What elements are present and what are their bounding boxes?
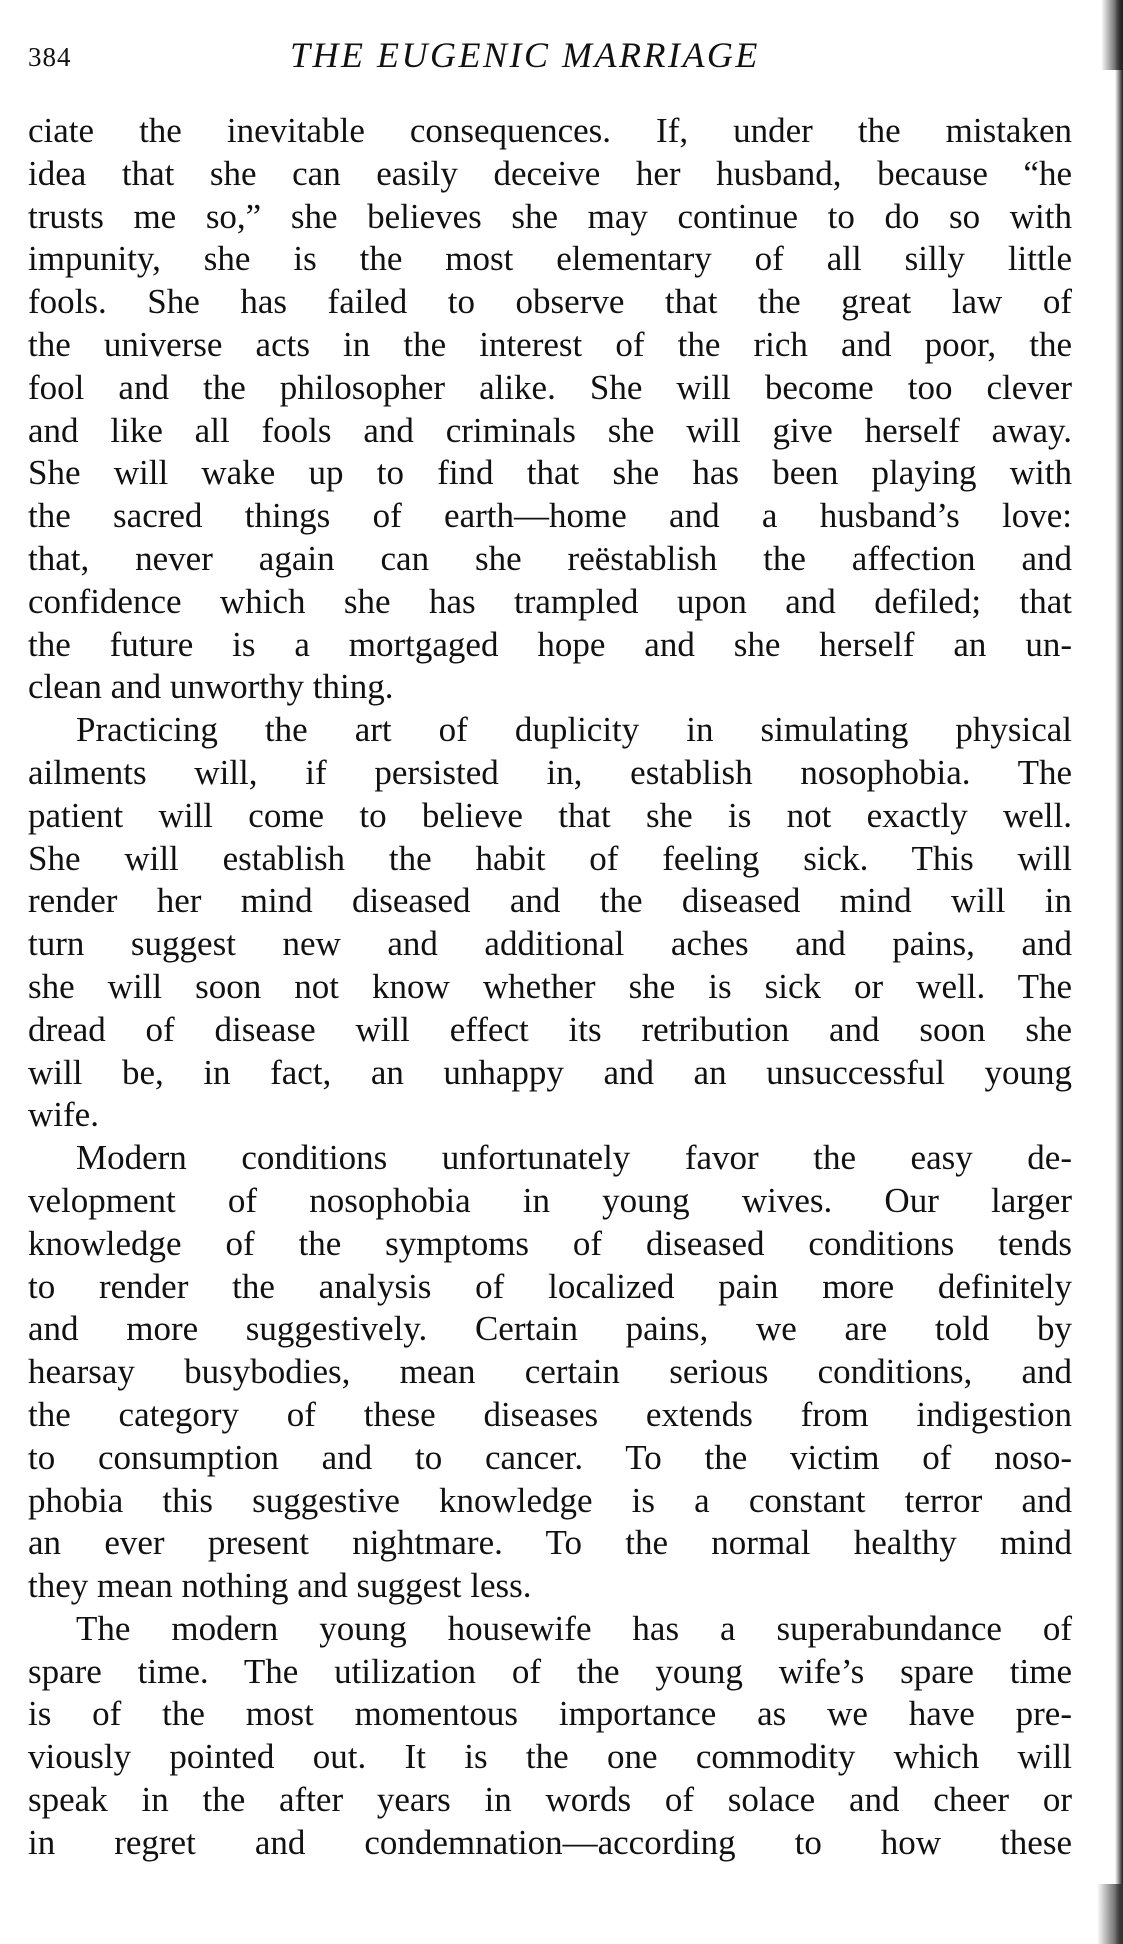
text-line: She will wake up to find that she has been playing with	[28, 453, 1072, 493]
text-line: idea that she can easily deceive her husband, because “he	[28, 153, 1072, 193]
text-line: render her mind diseased and the diseased mind will in	[28, 881, 1072, 921]
text-line: and like all fools and criminals she will give herself away.	[28, 410, 1072, 450]
text-line: velopment of nosophobia in young wives. Our larger	[28, 1180, 1072, 1220]
text-line: phobia this suggestive knowledge is a constant terror and	[28, 1480, 1072, 1520]
page-number: 384	[28, 42, 72, 72]
paragraph-first-line: Modern conditions unfortunately favor the easy de-	[76, 1138, 1072, 1178]
paragraph-last-line: wife.	[28, 1095, 99, 1135]
text-line: will be, in fact, an unhappy and an unsuccessful young	[28, 1052, 1072, 1092]
binding-shadow-top	[1101, 0, 1123, 70]
text-line: in regret and condemnation—according to how these	[28, 1822, 1072, 1862]
text-line: to render the analysis of localized pain more definitely	[28, 1266, 1072, 1306]
text-line: dread of disease will effect its retribution and soon she	[28, 1009, 1072, 1049]
text-line: the future is a mortgaged hope and she herself an un-	[28, 624, 1072, 664]
running-title: THE EUGENIC MARRIAGE	[290, 35, 760, 75]
text-line: that, never again can she reëstablish the affection and	[28, 538, 1072, 578]
paragraph-last-line: clean and unworthy thing.	[28, 667, 394, 707]
body-text	[28, 110, 1072, 1865]
text-line: fool and the philosopher alike. She will become too clever	[28, 367, 1072, 407]
text-line: ailments will, if persisted in, establish nosophobia. The	[28, 752, 1072, 792]
text-line: impunity, she is the most elementary of all silly little	[28, 239, 1072, 279]
paragraph-last-line: they mean nothing and suggest less.	[28, 1566, 532, 1606]
text-line: knowledge of the symptoms of diseased conditions tends	[28, 1223, 1072, 1263]
text-line: to consumption and to cancer. To the victim of noso-	[28, 1437, 1072, 1477]
paragraph-first-line: Practicing the art of duplicity in simulating physical	[76, 710, 1072, 750]
text-line: an ever present nightmare. To the normal healthy mind	[28, 1523, 1072, 1563]
paragraph-first-line: The modern young housewife has a superabundance of	[76, 1608, 1072, 1648]
text-line: she will soon not know whether she is sick or well. The	[28, 966, 1072, 1006]
text-line: ciate the inevitable consequences. If, under the mistaken	[28, 111, 1072, 150]
text-line: She will establish the habit of feeling sick. This will	[28, 838, 1072, 878]
text-line: viously pointed out. It is the one commodity which will	[28, 1737, 1072, 1777]
text-line: the category of these diseases extends from indigestion	[28, 1394, 1072, 1434]
binding-shadow-bottom	[1097, 1884, 1123, 1944]
text-line: trusts me so,” she believes she may continue to do so with	[28, 196, 1072, 236]
text-line: is of the most momentous importance as we have pre-	[28, 1694, 1072, 1734]
text-line: the sacred things of earth—home and a husband’s love:	[28, 496, 1072, 536]
text-line: fools. She has failed to observe that the great law of	[28, 282, 1072, 322]
text-line: hearsay busybodies, mean certain serious conditions, and	[28, 1352, 1072, 1392]
text-line: spare time. The utilization of the young wife’s spare time	[28, 1651, 1072, 1691]
text-line: patient will come to believe that she is not exactly well.	[28, 795, 1072, 835]
text-line: speak in the after years in words of solace and cheer or	[28, 1780, 1072, 1820]
text-line: and more suggestively. Certain pains, we are told by	[28, 1309, 1072, 1349]
text-line: turn suggest new and additional aches and pains, and	[28, 924, 1072, 964]
text-line: the universe acts in the interest of the rich and poor, the	[28, 324, 1072, 364]
running-head	[28, 32, 1068, 82]
text-line: confidence which she has trampled upon and defiled; that	[28, 581, 1072, 621]
page-binding-edge	[1115, 0, 1123, 1944]
